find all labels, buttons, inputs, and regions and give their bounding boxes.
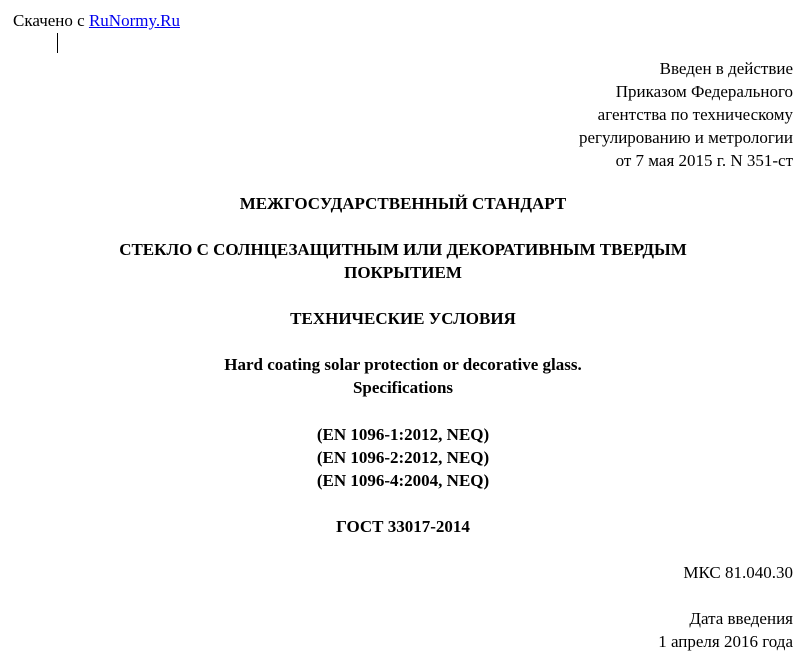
source-prefix: Скачено с <box>13 11 89 30</box>
source-line <box>13 9 180 32</box>
approval-line: Введен в действие <box>659 59 793 78</box>
reference-line: (EN 1096-2:2012, NEQ) <box>316 448 490 467</box>
classification-block <box>683 561 793 584</box>
standard-title-line: ПОКРЫТИЕМ <box>344 263 462 282</box>
english-title-line: Specifications <box>352 378 454 397</box>
text-cursor <box>57 33 58 53</box>
approval-line: Приказом Федерального <box>615 82 793 101</box>
references-block <box>0 423 799 492</box>
standard-title-heading <box>0 238 799 284</box>
mks-code: МКС 81.040.30 <box>683 563 793 582</box>
effective-date-block <box>658 607 793 653</box>
english-title-line: Hard coating solar protection or decorative glass. <box>224 355 582 374</box>
approval-line: агентства по техническому <box>597 105 793 124</box>
standard-subtitle-heading <box>0 307 799 330</box>
reference-line: (EN 1096-1:2012, NEQ) <box>316 425 490 444</box>
approval-line: от 7 мая 2015 г. N 351-ст <box>615 151 793 170</box>
standard-type: МЕЖГОСУДАРСТВЕННЫЙ СТАНДАРТ <box>239 194 567 213</box>
standard-title-line: СТЕКЛО С СОЛНЦЕЗАЩИТНЫМ ИЛИ ДЕКОРАТИВНЫМ ТВЕРДЫМ <box>119 240 687 259</box>
reference-line: (EN 1096-4:2004, NEQ) <box>316 471 490 490</box>
english-title-heading <box>0 353 799 399</box>
approval-line: регулированию и метрологии <box>578 128 793 147</box>
standard-type-heading <box>0 192 799 215</box>
effective-date-value: 1 апреля 2016 года <box>658 632 793 651</box>
source-link[interactable]: RuNormy.Ru <box>88 11 180 30</box>
designation-heading <box>0 515 799 538</box>
standard-subtitle: ТЕХНИЧЕСКИЕ УСЛОВИЯ <box>290 309 516 328</box>
effective-date-label: Дата введения <box>689 609 793 628</box>
approval-block <box>579 57 793 172</box>
standard-designation: ГОСТ 33017-2014 <box>336 517 470 536</box>
